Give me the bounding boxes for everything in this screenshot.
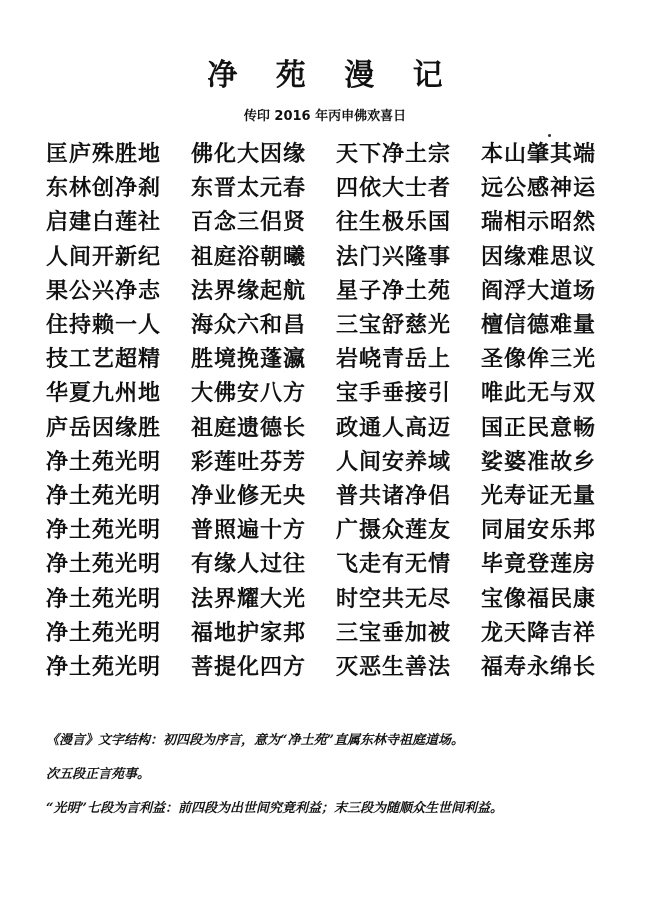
- verse-line: 祖庭浴朝曦: [191, 244, 307, 270]
- verse-line: 瑞相示昭然: [481, 210, 597, 236]
- verse-line: 宝手垂接引: [336, 381, 452, 407]
- verse-line: 本山肇其端: [481, 142, 597, 168]
- note-line: “光明”七段为言利益：前四段为出世间究竟利益；末三段为随顺众生世间利益。: [46, 801, 503, 816]
- verse-line: 菩提化四方: [191, 654, 307, 680]
- verse-row: [46, 206, 626, 240]
- verse-line: 时空共无尽: [336, 586, 452, 612]
- note-line: 次五段正言苑事。: [46, 767, 151, 782]
- verse-line: 三宝舒慈光: [336, 313, 452, 339]
- verse-line: 岩峣青岳上: [336, 347, 452, 373]
- verse-line: 海众六和昌: [191, 313, 307, 339]
- verse-row: [46, 377, 626, 411]
- verse-line: 福地护家邦: [191, 620, 307, 646]
- verse-line: 净土苑光明: [46, 518, 162, 544]
- verse-line: 广摄众莲友: [336, 518, 452, 544]
- verse-line: 东晋太元春: [191, 176, 307, 202]
- verse-line: 匡庐殊胜地: [46, 142, 162, 168]
- verse-line: 三宝垂加被: [336, 620, 452, 646]
- page-title: 净 苑 漫 记: [207, 58, 457, 93]
- verse-row: [46, 480, 626, 514]
- verse-row: [46, 275, 626, 309]
- verse-line: 净土苑光明: [46, 483, 162, 509]
- verse-grid: [46, 138, 626, 685]
- verse-line: 毕竟登莲房: [481, 552, 597, 578]
- verse-line: 法界耀大光: [191, 586, 307, 612]
- verse-row: [46, 241, 626, 275]
- scan-speck: [548, 134, 551, 137]
- verse-line: 同届安乐邦: [481, 518, 597, 544]
- verse-line: 娑婆准故乡: [481, 449, 597, 475]
- verse-line: 远公感神运: [481, 176, 597, 202]
- verse-row: [46, 412, 626, 446]
- verse-line: 大佛安八方: [191, 381, 307, 407]
- verse-line: 祖庭遗德长: [191, 415, 307, 441]
- verse-line: 东林创净刹: [46, 176, 162, 202]
- verse-line: 法界缘起航: [191, 278, 307, 304]
- verse-row: [46, 309, 626, 343]
- verse-row: [46, 651, 626, 685]
- verse-line: 净土苑光明: [46, 586, 162, 612]
- verse-line: 佛化大因缘: [191, 142, 307, 168]
- verse-line: 有缘人过往: [191, 552, 307, 578]
- verse-line: 阎浮大道场: [481, 278, 597, 304]
- verse-line: 技工艺超精: [46, 347, 162, 373]
- verse-line: 宝像福民康: [481, 586, 597, 612]
- verse-line: 唯此无与双: [481, 381, 597, 407]
- verse-line: 净土苑光明: [46, 449, 162, 475]
- verse-line: 华夏九州地: [46, 381, 162, 407]
- verse-row: [46, 343, 626, 377]
- notes-section: [46, 732, 636, 834]
- verse-line: 福寿永绵长: [481, 654, 597, 680]
- verse-line: 净土苑光明: [46, 654, 162, 680]
- verse-line: 人间开新纪: [46, 244, 162, 270]
- verse-line: 住持赖一人: [46, 313, 162, 339]
- verse-line: 启建白莲社: [46, 210, 162, 236]
- verse-line: 龙天降吉祥: [481, 620, 597, 646]
- verse-line: 星子净土苑: [336, 278, 452, 304]
- page-subtitle: 传印 2016 年丙申佛欢喜日: [243, 109, 407, 124]
- verse-line: 净土苑光明: [46, 552, 162, 578]
- verse-line: 普照遍十方: [191, 518, 307, 544]
- verse-line: 因缘难思议: [481, 244, 597, 270]
- verse-line: 国正民意畅: [481, 415, 597, 441]
- verse-line: 四依大士者: [336, 176, 452, 202]
- verse-line: 光寿证无量: [481, 483, 597, 509]
- verse-line: 果公兴净志: [46, 278, 162, 304]
- verse-row: [46, 582, 626, 616]
- verse-line: 往生极乐国: [336, 210, 452, 236]
- note-line: 《漫言》文字结构：初四段为序言，意为“净土苑”直属东林寺祖庭道场。: [46, 733, 464, 748]
- verse-line: 政通人高迈: [336, 415, 452, 441]
- verse-line: 净业修无央: [191, 483, 307, 509]
- verse-line: 庐岳因缘胜: [46, 415, 162, 441]
- verse-row: [46, 138, 626, 172]
- verse-row: [46, 617, 626, 651]
- verse-row: [46, 548, 626, 582]
- verse-line: 飞走有无情: [336, 552, 452, 578]
- verse-line: 法门兴隆事: [336, 244, 452, 270]
- verse-line: 胜境挽蓬瀛: [191, 347, 307, 373]
- verse-line: 檀信德难量: [481, 313, 597, 339]
- verse-row: [46, 446, 626, 480]
- verse-row: [46, 514, 626, 548]
- verse-line: 人间安养域: [336, 449, 452, 475]
- verse-line: 灭恶生善法: [336, 654, 452, 680]
- verse-line: 天下净土宗: [336, 142, 452, 168]
- verse-line: 圣像侔三光: [481, 347, 597, 373]
- verse-line: 净土苑光明: [46, 620, 162, 646]
- verse-line: 普共诸净侣: [336, 483, 452, 509]
- verse-line: 百念三侣贤: [191, 210, 307, 236]
- verse-line: 彩莲吐芬芳: [191, 449, 307, 475]
- verse-row: [46, 172, 626, 206]
